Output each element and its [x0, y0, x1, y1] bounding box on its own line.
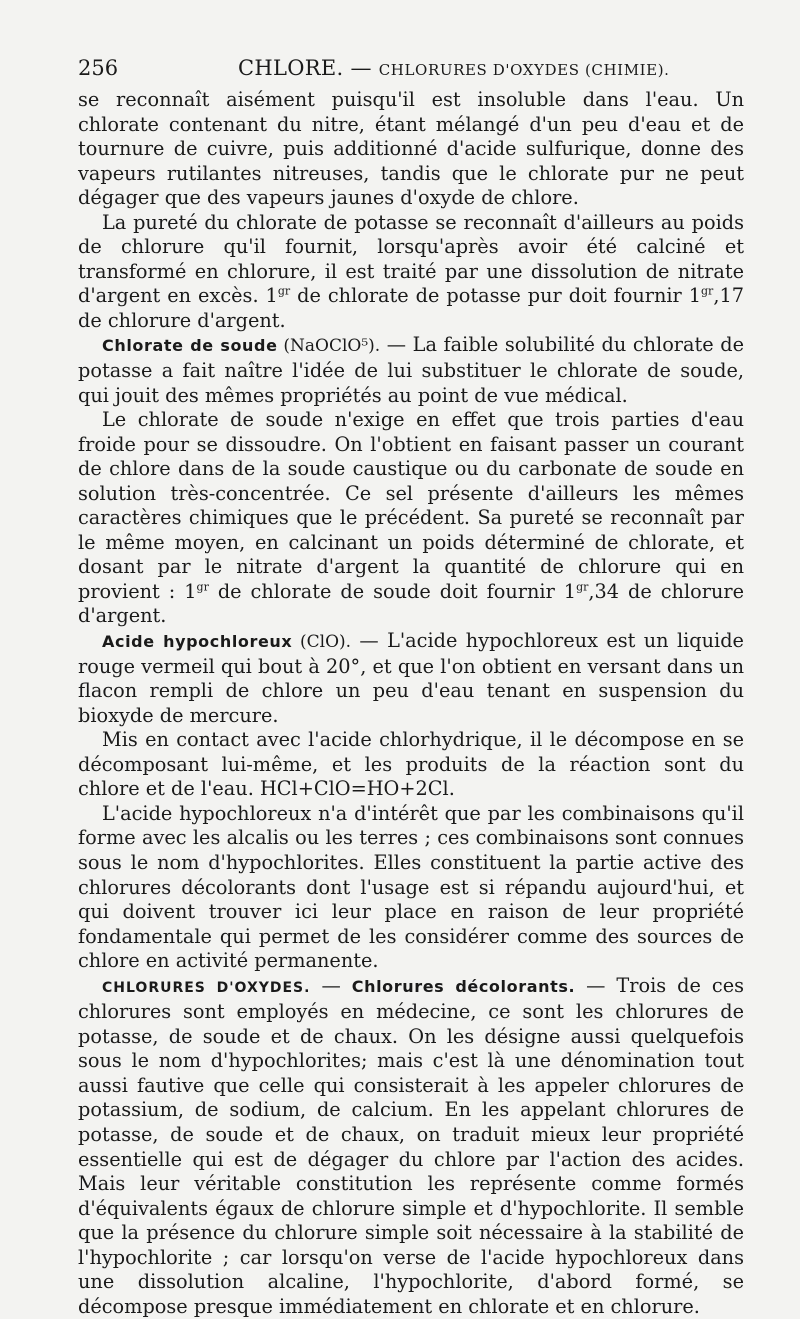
paragraph-8: [78, 974, 744, 1319]
paragraph-5: [78, 629, 744, 728]
paragraph-4-c: ,34 de chlorure d'argent.: [78, 579, 745, 628]
body-text: [78, 88, 744, 1319]
formula-clo: (ClO).: [292, 632, 352, 653]
paragraph-3-text: — La faible solubilité du chlorate de potasse a fait naître l'idée de lui substituer le chlorate de soude, qui jouit des mêmes propriétés au point de vue médical.: [78, 333, 745, 407]
section-heading-chlorate-de-soude: Chlorate de soude: [102, 336, 278, 356]
paragraph-3: [78, 333, 744, 408]
heading-dash: —: [310, 973, 352, 997]
paragraph-2-b: de chlorate de potasse pur doit fournir 1: [290, 284, 702, 308]
paragraph-7: L'acide hypochloreux n'a d'intérêt que par les combinaisons qu'il forme avec les alcalis ou les terres ; ces combinaisons sont connues sous le nom d'hypochlorites. Elles constituent la partie active des chlorures décolorants dont l'usage est si répandu aujourd'hui, et qui doivent trouver ici leur place en raison de leur propriété fondamentale qui permet de les considérer comme des sources de chlore en activité permanente.: [78, 801, 744, 973]
paragraph-2-a: La pureté du chlorate de potasse se reconnaît d'ailleurs au poids de chlorure qu'il fournit, lorsqu'après avoir été calciné et transformé en chlorure, il est traité par une dissolution de nitrate d'argent en excès. 1: [78, 210, 744, 308]
running-title-main: CHLORE.: [238, 56, 344, 80]
paragraph-6: Mis en contact avec l'acide chlorhydrique, il le décompose en se décomposant lui-même, et les produits de la réaction sont du chlore et de l'eau. HCl+ClO=HO+2Cl.: [78, 728, 744, 801]
section-heading-chlorures-decolorants: Chlorures décolorants.: [351, 976, 576, 996]
gram-superscript: gr: [196, 580, 209, 594]
gram-superscript: gr: [576, 580, 589, 594]
paragraph-2-c: ,17 de chlorure d'argent.: [78, 284, 744, 332]
paragraph-1: se reconnaît aisément puisqu'il est insoluble dans l'eau. Un chlorate contenant du nitre, étant mélangé d'un peu d'eau et de tournure de cuivre, puis additionné d'acide sulfurique, donne des vapeurs rutilantes nitreuses, tandis que le chlorate pur ne peut dégager que des vapeurs jaunes d'oxyde de chlore.: [78, 88, 744, 210]
section-heading-chlorures-d-oxydes: CHLORURES D'OXYDES.: [102, 979, 311, 996]
running-head: [78, 56, 744, 84]
section-heading-acide-hypochloreux: Acide hypochloreux: [102, 632, 293, 652]
running-title-sub: CHLORURES D'OXYDES (CHIMIE).: [378, 61, 670, 79]
paragraph-4-a: Le chlorate de soude n'exige en effet que trois parties d'eau froide pour se dissoudre. On l'obtient en faisant passer un courant de chlore dans de la soude caustique ou du carbonate de soude en solution très-concentrée. Ce sel présente d'ailleurs les mêmes caractères chimiques que le précédent. Sa pureté se reconnaît par le même moyen, en calcinant un poids déterminé de chlorate, et dosant par le nitrate d'argent la quantité de chlorure qui en provient : 1: [78, 408, 744, 603]
paragraph-8-text: — Trois de ces chlorures sont employés en médecine, ce sont les chlorures de potasse, de soude et de chaux. On les désigne aussi quelquefois sous le nom d'hypochlorites; mais c'est là une dénomination tout aussi fautive que celle qui consisterait à les appeler chlorures de potassium, de sodium, de calcium. En les appelant chlorures de potasse, de soude et de chaux, on traduit mieux leur propriété essentielle qui est de dégager du chlore par l'action des acides. Mais leur véritable constitution les représente comme formés d'équivalents égaux de chlorure simple et d'hypochlorite. Il semble que la présence du chlorure simple soit nécessaire à la stabilité de l'hypochlorite ; car lorsqu'on verse de l'acide hypochloreux dans une dissolution alcaline, l'hypochlorite, d'abord formé, se décompose presque immédiatement en chlorate et en chlorure.: [78, 973, 745, 1318]
formula-naoclo5: (NaOClO⁵).: [277, 336, 381, 357]
paragraph-2: [78, 211, 744, 334]
paragraph-4-b: de chlorate de soude doit fournir 1: [208, 579, 577, 603]
paragraph-5-text: — L'acide hypochloreux est un liquide rouge vermeil qui bout à 20°, et que l'on obtient en versant dans un flacon rempli de chlore un peu d'eau tenant en suspension du bioxyde de mercure.: [78, 629, 744, 727]
gram-superscript: gr: [701, 284, 714, 298]
running-title: [238, 56, 670, 80]
paragraph-4: [78, 408, 744, 629]
running-title-dash: —: [343, 56, 379, 80]
gram-superscript: gr: [277, 284, 291, 298]
page-number: 256: [78, 56, 119, 80]
